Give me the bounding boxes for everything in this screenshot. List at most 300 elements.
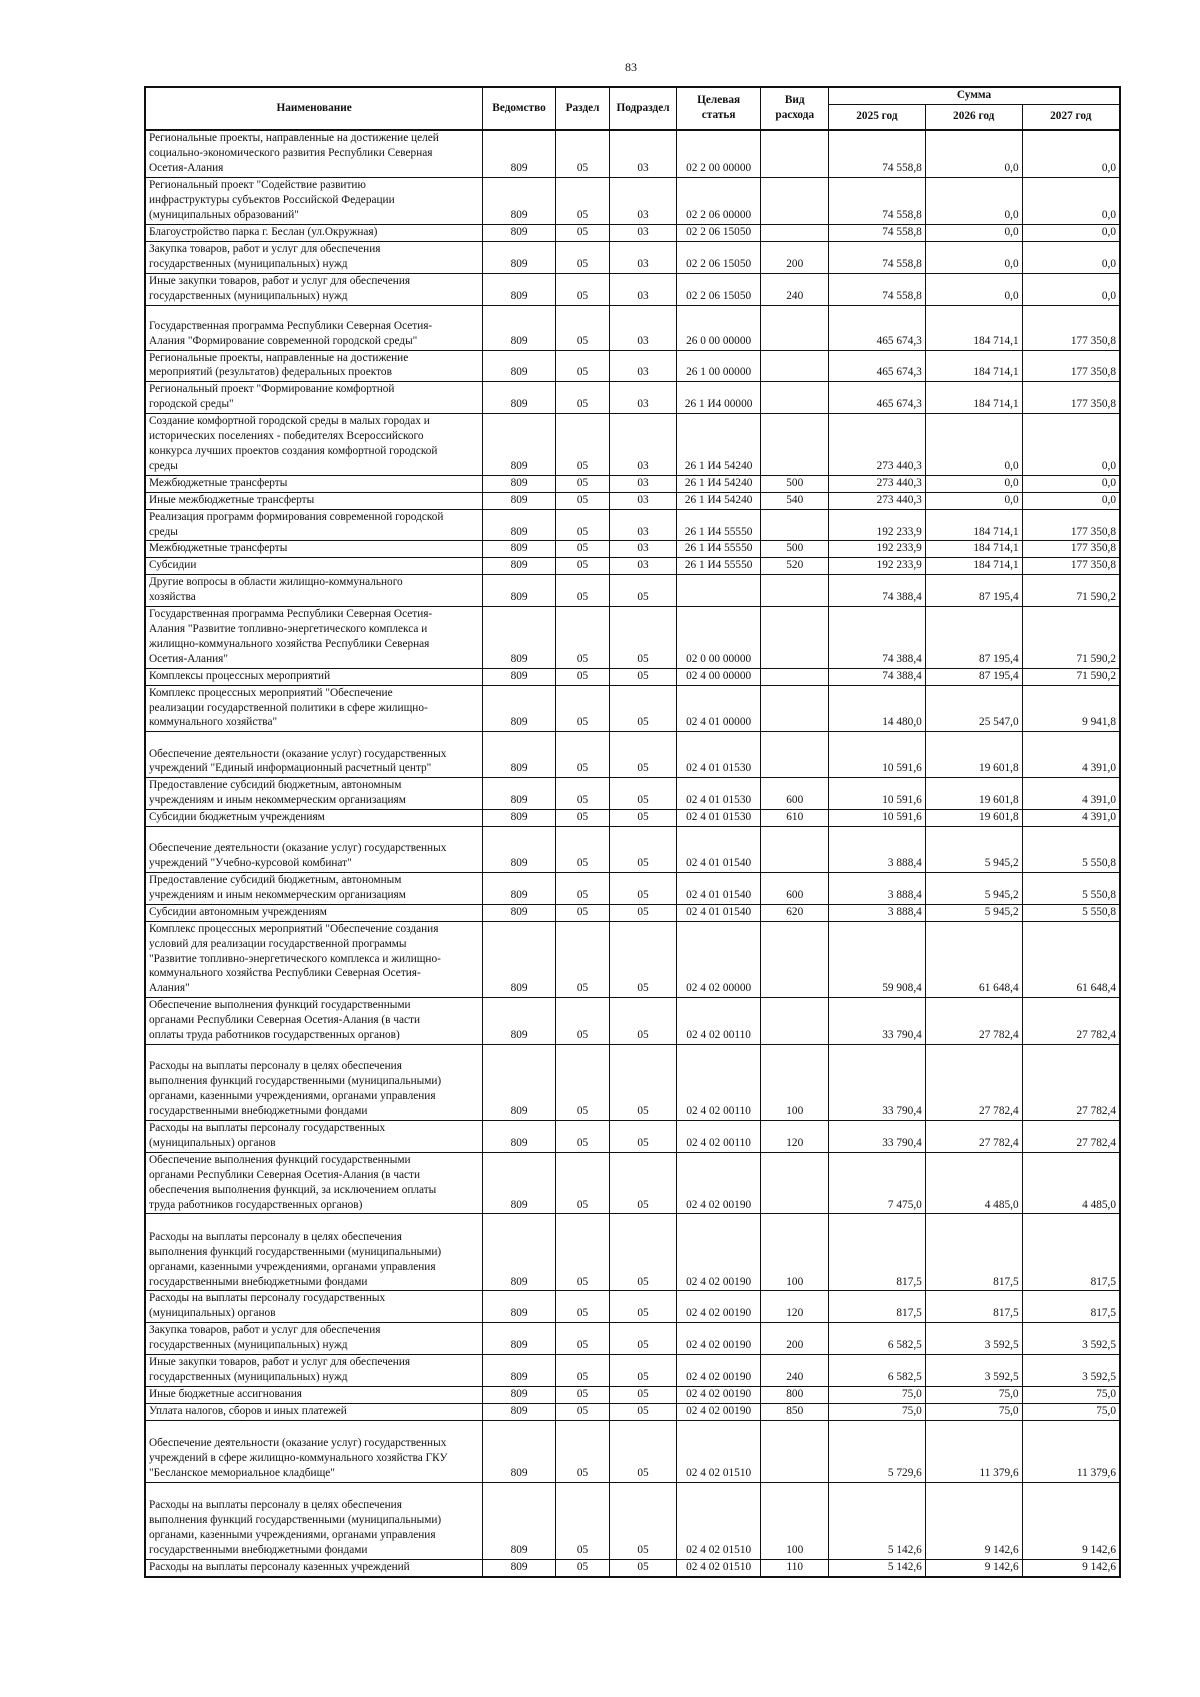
cell-2026: 0,0 bbox=[925, 492, 1022, 509]
cell-2025: 817,5 bbox=[829, 1291, 926, 1323]
cell-2027: 4 485,0 bbox=[1022, 1152, 1120, 1214]
cell-name: Расходы на выплаты персоналу казенных учреждений bbox=[145, 1559, 483, 1576]
header-subsection: Подраздел bbox=[610, 87, 677, 130]
cell-2026: 184 714,1 bbox=[925, 382, 1022, 414]
cell-section: 05 bbox=[555, 241, 609, 273]
table-row bbox=[145, 1121, 1120, 1153]
cell-section: 05 bbox=[555, 1121, 609, 1153]
cell-2027: 0,0 bbox=[1022, 475, 1120, 492]
cell-2026: 11 379,6 bbox=[925, 1420, 1022, 1482]
cell-2026: 817,5 bbox=[925, 1214, 1022, 1291]
cell-exp-type: 600 bbox=[761, 873, 829, 905]
cell-2025: 465 674,3 bbox=[829, 350, 926, 382]
cell-name: Расходы на выплаты персоналу государственных (муниципальных) органов bbox=[145, 1291, 483, 1323]
cell-name: Обеспечение деятельности (оказание услуг) государственных учреждений в сфере жилищно-коммунального хозяйства ГКУ "Бесланское мемориальное кладбище" bbox=[145, 1420, 483, 1482]
cell-2025: 10 591,6 bbox=[829, 810, 926, 827]
cell-subsection: 03 bbox=[610, 305, 677, 350]
header-exp-type: Вид расхода bbox=[761, 87, 829, 130]
cell-target: 26 1 И4 55550 bbox=[676, 541, 761, 558]
cell-2025: 465 674,3 bbox=[829, 382, 926, 414]
cell-subsection: 05 bbox=[610, 668, 677, 685]
cell-2026: 19 601,8 bbox=[925, 778, 1022, 810]
cell-2027: 27 782,4 bbox=[1022, 1121, 1120, 1153]
cell-subsection: 05 bbox=[610, 732, 677, 778]
cell-2026: 25 547,0 bbox=[925, 685, 1022, 732]
cell-2026: 27 782,4 bbox=[925, 1121, 1022, 1153]
cell-name: Обеспечение деятельности (оказание услуг) государственных учреждений "Учебно-курсовой комбинат" bbox=[145, 827, 483, 873]
cell-section: 05 bbox=[555, 1045, 609, 1121]
cell-target: 02 4 02 00110 bbox=[676, 1045, 761, 1121]
cell-target: 26 0 00 00000 bbox=[676, 305, 761, 350]
cell-name: Создание комфортной городской среды в малых городах и исторических поселениях - победителях Всероссийского конкурса лучших проектов создания комфортной городской среды bbox=[145, 414, 483, 476]
cell-2026: 27 782,4 bbox=[925, 1045, 1022, 1121]
cell-name: Обеспечение выполнения функций государственными органами Республики Северная Осетия-Алания (в части обеспечения выполнения функций, за исключением оплаты труда работников государственных органов) bbox=[145, 1152, 483, 1214]
page-number: 83 bbox=[625, 60, 637, 74]
cell-section: 05 bbox=[555, 1482, 609, 1559]
table-row bbox=[145, 575, 1120, 607]
cell-name: Предоставление субсидий бюджетным, автономным учреждениям и иным некоммерческим организациям bbox=[145, 778, 483, 810]
cell-exp-type bbox=[761, 509, 829, 541]
cell-2025: 33 790,4 bbox=[829, 1045, 926, 1121]
cell-target: 26 1 И4 00000 bbox=[676, 382, 761, 414]
cell-section: 05 bbox=[555, 541, 609, 558]
cell-2025: 192 233,9 bbox=[829, 558, 926, 575]
cell-2025: 3 888,4 bbox=[829, 904, 926, 921]
table-row bbox=[145, 810, 1120, 827]
cell-dept: 809 bbox=[483, 241, 556, 273]
cell-2027: 177 350,8 bbox=[1022, 305, 1120, 350]
cell-dept: 809 bbox=[483, 998, 556, 1045]
cell-target: 26 1 И4 54240 bbox=[676, 414, 761, 476]
cell-subsection: 05 bbox=[610, 1559, 677, 1576]
cell-exp-type bbox=[761, 685, 829, 732]
cell-2026: 184 714,1 bbox=[925, 541, 1022, 558]
cell-exp-type bbox=[761, 224, 829, 241]
cell-2027: 0,0 bbox=[1022, 492, 1120, 509]
cell-2025: 33 790,4 bbox=[829, 1121, 926, 1153]
cell-section: 05 bbox=[555, 685, 609, 732]
cell-exp-type: 800 bbox=[761, 1386, 829, 1403]
cell-section: 05 bbox=[555, 873, 609, 905]
cell-target: 02 4 01 01530 bbox=[676, 810, 761, 827]
cell-2026: 5 945,2 bbox=[925, 904, 1022, 921]
cell-2027: 3 592,5 bbox=[1022, 1323, 1120, 1355]
cell-section: 05 bbox=[555, 810, 609, 827]
cell-exp-type bbox=[761, 350, 829, 382]
cell-dept: 809 bbox=[483, 1323, 556, 1355]
cell-2027: 817,5 bbox=[1022, 1291, 1120, 1323]
cell-subsection: 05 bbox=[610, 904, 677, 921]
cell-section: 05 bbox=[555, 492, 609, 509]
cell-name: Комплекс процессных мероприятий "Обеспечение реализации государственной политики в сфере жилищно- коммунального хозяйства" bbox=[145, 685, 483, 732]
cell-dept: 809 bbox=[483, 827, 556, 873]
cell-section: 05 bbox=[555, 1291, 609, 1323]
header-dept: Ведомство bbox=[483, 87, 556, 130]
cell-2025: 465 674,3 bbox=[829, 305, 926, 350]
cell-exp-type bbox=[761, 382, 829, 414]
cell-subsection: 05 bbox=[610, 1420, 677, 1482]
cell-2026: 0,0 bbox=[925, 241, 1022, 273]
table-row bbox=[145, 414, 1120, 476]
cell-2027: 817,5 bbox=[1022, 1214, 1120, 1291]
cell-subsection: 03 bbox=[610, 509, 677, 541]
cell-subsection: 03 bbox=[610, 273, 677, 305]
cell-section: 05 bbox=[555, 668, 609, 685]
cell-target: 02 4 02 00190 bbox=[676, 1214, 761, 1291]
cell-dept: 809 bbox=[483, 541, 556, 558]
cell-exp-type bbox=[761, 668, 829, 685]
table-row bbox=[145, 509, 1120, 541]
cell-target: 02 4 02 00190 bbox=[676, 1152, 761, 1214]
cell-2026: 0,0 bbox=[925, 130, 1022, 177]
cell-2027: 9 941,8 bbox=[1022, 685, 1120, 732]
cell-exp-type: 500 bbox=[761, 475, 829, 492]
cell-subsection: 03 bbox=[610, 541, 677, 558]
cell-2026: 4 485,0 bbox=[925, 1152, 1022, 1214]
cell-section: 05 bbox=[555, 1420, 609, 1482]
cell-section: 05 bbox=[555, 1355, 609, 1387]
cell-dept: 809 bbox=[483, 509, 556, 541]
cell-name: Комплексы процессных мероприятий bbox=[145, 668, 483, 685]
cell-dept: 809 bbox=[483, 475, 556, 492]
cell-name: Расходы на выплаты персоналу в целях обеспечения выполнения функций государственными (муниципальными) органами, казенными учреждениями, органами управления государственными внебюджетными фондами bbox=[145, 1214, 483, 1291]
cell-target: 26 1 И4 55550 bbox=[676, 558, 761, 575]
cell-dept: 809 bbox=[483, 1355, 556, 1387]
table-header bbox=[145, 87, 1120, 130]
table-row bbox=[145, 904, 1120, 921]
cell-section: 05 bbox=[555, 1152, 609, 1214]
cell-2025: 74 388,4 bbox=[829, 575, 926, 607]
header-target: Целевая статья bbox=[676, 87, 761, 130]
cell-exp-type: 120 bbox=[761, 1291, 829, 1323]
cell-2025: 75,0 bbox=[829, 1386, 926, 1403]
cell-2027: 71 590,2 bbox=[1022, 668, 1120, 685]
cell-2026: 184 714,1 bbox=[925, 350, 1022, 382]
cell-2027: 27 782,4 bbox=[1022, 1045, 1120, 1121]
table-row bbox=[145, 778, 1120, 810]
cell-target: 26 1 00 00000 bbox=[676, 350, 761, 382]
cell-2027: 177 350,8 bbox=[1022, 382, 1120, 414]
cell-2025: 74 558,8 bbox=[829, 273, 926, 305]
cell-target: 02 4 02 00190 bbox=[676, 1323, 761, 1355]
cell-dept: 809 bbox=[483, 607, 556, 669]
cell-2027: 4 391,0 bbox=[1022, 732, 1120, 778]
table-row bbox=[145, 873, 1120, 905]
cell-subsection: 03 bbox=[610, 475, 677, 492]
cell-subsection: 05 bbox=[610, 1291, 677, 1323]
cell-exp-type bbox=[761, 305, 829, 350]
cell-target bbox=[676, 575, 761, 607]
cell-section: 05 bbox=[555, 1323, 609, 1355]
table-row bbox=[145, 492, 1120, 509]
cell-dept: 809 bbox=[483, 558, 556, 575]
cell-subsection: 05 bbox=[610, 778, 677, 810]
cell-subsection: 05 bbox=[610, 1386, 677, 1403]
cell-target: 26 1 И4 54240 bbox=[676, 492, 761, 509]
cell-dept: 809 bbox=[483, 921, 556, 998]
cell-2027: 177 350,8 bbox=[1022, 541, 1120, 558]
cell-2027: 75,0 bbox=[1022, 1386, 1120, 1403]
cell-dept: 809 bbox=[483, 1420, 556, 1482]
table-row bbox=[145, 827, 1120, 873]
table-row bbox=[145, 273, 1120, 305]
cell-subsection: 03 bbox=[610, 224, 677, 241]
cell-2027: 75,0 bbox=[1022, 1403, 1120, 1420]
cell-name: Иные закупки товаров, работ и услуг для обеспечения государственных (муниципальных) нужд bbox=[145, 273, 483, 305]
table-row bbox=[145, 475, 1120, 492]
cell-name: Предоставление субсидий бюджетным, автономным учреждениям и иным некоммерческим организациям bbox=[145, 873, 483, 905]
cell-subsection: 03 bbox=[610, 130, 677, 177]
cell-dept: 809 bbox=[483, 414, 556, 476]
cell-dept: 809 bbox=[483, 1482, 556, 1559]
cell-subsection: 03 bbox=[610, 178, 677, 225]
cell-subsection: 05 bbox=[610, 1045, 677, 1121]
table-row bbox=[145, 1214, 1120, 1291]
cell-target: 02 4 02 00000 bbox=[676, 921, 761, 998]
cell-exp-type bbox=[761, 921, 829, 998]
cell-2027: 9 142,6 bbox=[1022, 1559, 1120, 1576]
cell-2027: 27 782,4 bbox=[1022, 998, 1120, 1045]
cell-dept: 809 bbox=[483, 273, 556, 305]
cell-exp-type bbox=[761, 827, 829, 873]
cell-subsection: 05 bbox=[610, 1482, 677, 1559]
cell-section: 05 bbox=[555, 305, 609, 350]
cell-target: 26 1 И4 55550 bbox=[676, 509, 761, 541]
cell-2026: 61 648,4 bbox=[925, 921, 1022, 998]
cell-2027: 4 391,0 bbox=[1022, 810, 1120, 827]
cell-exp-type bbox=[761, 130, 829, 177]
cell-subsection: 05 bbox=[610, 575, 677, 607]
cell-2025: 6 582,5 bbox=[829, 1323, 926, 1355]
cell-target: 02 4 02 00110 bbox=[676, 998, 761, 1045]
table-row bbox=[145, 1355, 1120, 1387]
cell-subsection: 05 bbox=[610, 810, 677, 827]
table-row bbox=[145, 1420, 1120, 1482]
cell-exp-type bbox=[761, 732, 829, 778]
cell-name: Благоустройство парка г. Беслан (ул.Окружная) bbox=[145, 224, 483, 241]
cell-subsection: 03 bbox=[610, 241, 677, 273]
table-row bbox=[145, 1045, 1120, 1121]
cell-exp-type: 610 bbox=[761, 810, 829, 827]
cell-name: Обеспечение деятельности (оказание услуг) государственных учреждений "Единый информационный расчетный центр" bbox=[145, 732, 483, 778]
cell-name: Региональный проект "Формирование комфортной городской среды" bbox=[145, 382, 483, 414]
cell-2027: 0,0 bbox=[1022, 224, 1120, 241]
cell-exp-type: 240 bbox=[761, 1355, 829, 1387]
cell-name: Межбюджетные трансферты bbox=[145, 475, 483, 492]
cell-section: 05 bbox=[555, 1214, 609, 1291]
cell-section: 05 bbox=[555, 827, 609, 873]
cell-name: Региональные проекты, направленные на достижение мероприятий (результатов) федеральных проектов bbox=[145, 350, 483, 382]
cell-name: Другие вопросы в области жилищно-коммунального хозяйства bbox=[145, 575, 483, 607]
cell-subsection: 05 bbox=[610, 1152, 677, 1214]
cell-target: 02 4 01 01540 bbox=[676, 827, 761, 873]
cell-target: 02 2 06 15050 bbox=[676, 241, 761, 273]
cell-2026: 184 714,1 bbox=[925, 558, 1022, 575]
cell-2027: 0,0 bbox=[1022, 273, 1120, 305]
cell-2025: 10 591,6 bbox=[829, 732, 926, 778]
cell-dept: 809 bbox=[483, 668, 556, 685]
cell-2026: 5 945,2 bbox=[925, 873, 1022, 905]
cell-section: 05 bbox=[555, 224, 609, 241]
table-row bbox=[145, 1386, 1120, 1403]
cell-exp-type: 200 bbox=[761, 1323, 829, 1355]
cell-section: 05 bbox=[555, 509, 609, 541]
cell-2026: 5 945,2 bbox=[925, 827, 1022, 873]
cell-name: Региональный проект "Содействие развитию инфраструктуры субъектов Российской Федерации (муниципальных образований" bbox=[145, 178, 483, 225]
cell-dept: 809 bbox=[483, 382, 556, 414]
cell-section: 05 bbox=[555, 575, 609, 607]
cell-target: 02 4 02 01510 bbox=[676, 1482, 761, 1559]
cell-target: 02 4 01 00000 bbox=[676, 685, 761, 732]
cell-section: 05 bbox=[555, 382, 609, 414]
cell-exp-type: 110 bbox=[761, 1559, 829, 1576]
cell-name: Субсидии автономным учреждениям bbox=[145, 904, 483, 921]
cell-section: 05 bbox=[555, 414, 609, 476]
table-row bbox=[145, 350, 1120, 382]
cell-name: Иные бюджетные ассигнования bbox=[145, 1386, 483, 1403]
cell-target: 02 4 00 00000 bbox=[676, 668, 761, 685]
cell-target: 02 4 01 01530 bbox=[676, 778, 761, 810]
cell-target: 02 4 01 01540 bbox=[676, 873, 761, 905]
cell-subsection: 03 bbox=[610, 558, 677, 575]
cell-dept: 809 bbox=[483, 685, 556, 732]
table-row bbox=[145, 921, 1120, 998]
cell-2025: 5 142,6 bbox=[829, 1559, 926, 1576]
cell-exp-type: 520 bbox=[761, 558, 829, 575]
cell-name: Иные межбюджетные трансферты bbox=[145, 492, 483, 509]
cell-2025: 6 582,5 bbox=[829, 1355, 926, 1387]
cell-section: 05 bbox=[555, 558, 609, 575]
cell-exp-type bbox=[761, 1152, 829, 1214]
cell-2026: 817,5 bbox=[925, 1291, 1022, 1323]
cell-2026: 0,0 bbox=[925, 475, 1022, 492]
table-row bbox=[145, 305, 1120, 350]
cell-section: 05 bbox=[555, 350, 609, 382]
cell-2025: 5 729,6 bbox=[829, 1420, 926, 1482]
cell-2027: 61 648,4 bbox=[1022, 921, 1120, 998]
cell-section: 05 bbox=[555, 998, 609, 1045]
cell-dept: 809 bbox=[483, 1214, 556, 1291]
cell-target: 02 4 02 00190 bbox=[676, 1291, 761, 1323]
cell-section: 05 bbox=[555, 607, 609, 669]
cell-2026: 9 142,6 bbox=[925, 1559, 1022, 1576]
cell-2027: 0,0 bbox=[1022, 130, 1120, 177]
cell-section: 05 bbox=[555, 1559, 609, 1576]
cell-name: Субсидии bbox=[145, 558, 483, 575]
cell-exp-type: 100 bbox=[761, 1482, 829, 1559]
cell-exp-type bbox=[761, 1420, 829, 1482]
cell-2025: 5 142,6 bbox=[829, 1482, 926, 1559]
cell-subsection: 03 bbox=[610, 492, 677, 509]
cell-target: 02 4 02 00190 bbox=[676, 1386, 761, 1403]
cell-2027: 4 391,0 bbox=[1022, 778, 1120, 810]
cell-2027: 71 590,2 bbox=[1022, 575, 1120, 607]
table-row bbox=[145, 382, 1120, 414]
cell-dept: 809 bbox=[483, 778, 556, 810]
table-row bbox=[145, 558, 1120, 575]
cell-dept: 809 bbox=[483, 1386, 556, 1403]
cell-exp-type bbox=[761, 414, 829, 476]
cell-section: 05 bbox=[555, 1386, 609, 1403]
table-row bbox=[145, 1152, 1120, 1214]
cell-dept: 809 bbox=[483, 305, 556, 350]
cell-subsection: 05 bbox=[610, 998, 677, 1045]
cell-2025: 74 558,8 bbox=[829, 241, 926, 273]
table-row bbox=[145, 607, 1120, 669]
cell-2025: 192 233,9 bbox=[829, 541, 926, 558]
cell-subsection: 05 bbox=[610, 1214, 677, 1291]
cell-2027: 5 550,8 bbox=[1022, 904, 1120, 921]
cell-section: 05 bbox=[555, 778, 609, 810]
cell-2027: 11 379,6 bbox=[1022, 1420, 1120, 1482]
cell-exp-type: 600 bbox=[761, 778, 829, 810]
cell-2025: 10 591,6 bbox=[829, 778, 926, 810]
table-row bbox=[145, 732, 1120, 778]
cell-dept: 809 bbox=[483, 810, 556, 827]
header-name: Наименование bbox=[145, 87, 483, 130]
cell-dept: 809 bbox=[483, 178, 556, 225]
table-row bbox=[145, 668, 1120, 685]
cell-2027: 177 350,8 bbox=[1022, 350, 1120, 382]
cell-dept: 809 bbox=[483, 1291, 556, 1323]
cell-2025: 74 388,4 bbox=[829, 668, 926, 685]
cell-name: Расходы на выплаты персоналу государственных (муниципальных) органов bbox=[145, 1121, 483, 1153]
cell-2025: 74 558,8 bbox=[829, 130, 926, 177]
cell-2027: 71 590,2 bbox=[1022, 607, 1120, 669]
cell-name: Закупка товаров, работ и услуг для обеспечения государственных (муниципальных) нужд bbox=[145, 1323, 483, 1355]
cell-name: Реализация программ формирования современной городской среды bbox=[145, 509, 483, 541]
cell-name: Расходы на выплаты персоналу в целях обеспечения выполнения функций государственными (муниципальными) органами, казенными учреждениями, органами управления государственными внебюджетными фондами bbox=[145, 1482, 483, 1559]
cell-2027: 177 350,8 bbox=[1022, 558, 1120, 575]
cell-2025: 74 388,4 bbox=[829, 607, 926, 669]
cell-target: 26 1 И4 54240 bbox=[676, 475, 761, 492]
table-row bbox=[145, 224, 1120, 241]
cell-exp-type bbox=[761, 178, 829, 225]
cell-exp-type: 240 bbox=[761, 273, 829, 305]
cell-name: Межбюджетные трансферты bbox=[145, 541, 483, 558]
table-row bbox=[145, 998, 1120, 1045]
cell-subsection: 05 bbox=[610, 685, 677, 732]
cell-2025: 7 475,0 bbox=[829, 1152, 926, 1214]
cell-name: Комплекс процессных мероприятий "Обеспечение создания условий для реализации государственной программы "Развитие топливно-энергетического комплекса и жилищно- коммунального хозяйства Республики Северная Осетия- Алания" bbox=[145, 921, 483, 998]
table-row bbox=[145, 685, 1120, 732]
cell-exp-type: 100 bbox=[761, 1214, 829, 1291]
cell-name: Закупка товаров, работ и услуг для обеспечения государственных (муниципальных) нужд bbox=[145, 241, 483, 273]
table-row bbox=[145, 130, 1120, 177]
cell-subsection: 05 bbox=[610, 1121, 677, 1153]
cell-name: Государственная программа Республики Северная Осетия- Алания "Развитие топливно-энергетического комплекса и жилищно-коммунального хозяйства Республики Северная Осетия-Алания" bbox=[145, 607, 483, 669]
cell-dept: 809 bbox=[483, 1403, 556, 1420]
header-sum: Сумма bbox=[829, 87, 1120, 104]
cell-exp-type bbox=[761, 998, 829, 1045]
cell-target: 02 4 02 00190 bbox=[676, 1355, 761, 1387]
table-row bbox=[145, 1403, 1120, 1420]
cell-name: Уплата налогов, сборов и иных платежей bbox=[145, 1403, 483, 1420]
cell-target: 02 4 02 01510 bbox=[676, 1559, 761, 1576]
cell-2026: 184 714,1 bbox=[925, 305, 1022, 350]
cell-dept: 809 bbox=[483, 224, 556, 241]
cell-subsection: 05 bbox=[610, 921, 677, 998]
header-year-2026: 2026 год bbox=[925, 104, 1022, 130]
cell-2026: 184 714,1 bbox=[925, 509, 1022, 541]
cell-exp-type: 500 bbox=[761, 541, 829, 558]
cell-2026: 0,0 bbox=[925, 224, 1022, 241]
cell-subsection: 05 bbox=[610, 873, 677, 905]
table-row bbox=[145, 1482, 1120, 1559]
cell-2026: 27 782,4 bbox=[925, 998, 1022, 1045]
cell-section: 05 bbox=[555, 732, 609, 778]
cell-2026: 3 592,5 bbox=[925, 1355, 1022, 1387]
